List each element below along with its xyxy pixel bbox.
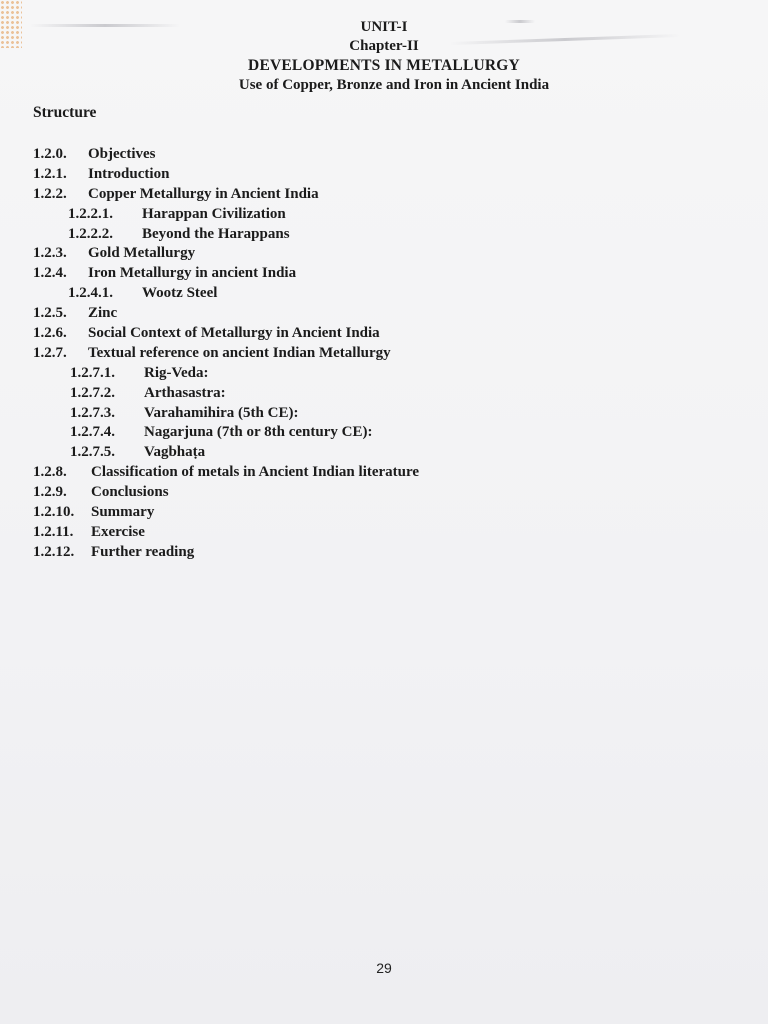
toc-label: Social Context of Metallurgy in Ancient India — [88, 325, 380, 342]
toc-subitem — [0, 385, 768, 405]
toc-label: Summary — [91, 504, 155, 521]
toc-number: 1.2.2.2. — [68, 225, 113, 242]
toc-label: Objectives — [88, 146, 156, 162]
toc-label: Beyond the Harappans — [142, 225, 290, 242]
toc-item — [0, 146, 768, 166]
toc-label: Further reading — [91, 543, 195, 560]
toc-subitem — [0, 226, 768, 246]
toc-item — [0, 186, 768, 206]
toc-label: Zinc — [88, 305, 118, 322]
toc-number: 1.2.7.2. — [70, 384, 115, 401]
toc-number: 1.2.12. — [33, 543, 75, 560]
toc-label: Introduction — [88, 165, 170, 182]
chapter-subtitle: Use of Copper, Bronze and Iron in Ancient India — [238, 77, 550, 93]
toc-label: Vagbhaṭa — [144, 444, 206, 461]
toc-number: 1.2.7.5. — [70, 444, 115, 461]
toc-item — [0, 265, 768, 285]
toc-item — [0, 524, 768, 544]
toc-number: 1.2.6. — [33, 325, 67, 342]
toc-subitem — [0, 405, 768, 425]
toc-item — [0, 544, 768, 564]
toc-item — [0, 504, 768, 524]
toc-number: 1.2.4. — [33, 265, 67, 282]
toc-subitem — [0, 206, 768, 226]
toc-number: 1.2.11. — [33, 523, 74, 540]
toc-label: Iron Metallurgy in ancient India — [88, 265, 297, 282]
toc-item — [0, 464, 768, 484]
toc-item — [0, 325, 768, 345]
toc-label: Copper Metallurgy in Ancient India — [88, 185, 319, 202]
toc-label: Classification of metals in Ancient Indian literature — [91, 464, 420, 481]
toc-item — [0, 484, 768, 504]
toc-number: 1.2.3. — [33, 245, 67, 262]
toc-subitem — [0, 365, 768, 385]
toc-label: Harappan Civilization — [142, 205, 286, 222]
toc-number: 1.2.9. — [33, 484, 67, 501]
unit-heading: UNIT-I — [360, 19, 408, 35]
toc-number: 1.2.10. — [33, 504, 75, 521]
toc-number: 1.2.5. — [33, 305, 67, 322]
toc-label: Wootz Steel — [142, 285, 218, 302]
toc-label: Conclusions — [91, 484, 169, 501]
toc-label: Nagarjuna (7th or 8th century CE): — [144, 424, 373, 441]
toc-number: 1.2.2.1. — [68, 205, 113, 222]
toc-number: 1.2.7. — [33, 344, 67, 361]
toc-item — [0, 345, 768, 365]
toc-label: Varahamihira (5th CE): — [144, 404, 299, 421]
toc-subitem — [0, 424, 768, 444]
toc-number: 1.2.2. — [33, 185, 67, 202]
toc-label: Exercise — [91, 523, 145, 540]
toc-item — [0, 305, 768, 325]
chapter-title: DEVELOPMENTS IN METALLURGY — [248, 57, 520, 74]
toc-number: 1.2.0. — [33, 146, 67, 162]
toc-number: 1.2.7.4. — [70, 424, 115, 441]
toc-item — [0, 166, 768, 186]
toc-label: Rig-Veda: — [144, 364, 209, 381]
table-of-contents — [0, 146, 768, 564]
toc-label: Gold Metallurgy — [88, 245, 196, 262]
toc-subitem — [0, 444, 768, 464]
toc-subitem — [0, 285, 768, 305]
toc-number: 1.2.8. — [33, 464, 67, 481]
structure-heading: Structure — [33, 104, 97, 121]
toc-item — [0, 245, 768, 265]
toc-number: 1.2.7.3. — [70, 404, 115, 421]
toc-number: 1.2.7.1. — [70, 364, 115, 381]
toc-number: 1.2.4.1. — [68, 285, 113, 302]
toc-number: 1.2.1. — [33, 165, 67, 182]
toc-label: Textual reference on ancient Indian Metallurgy — [88, 344, 391, 361]
toc-label: Arthasastra: — [144, 384, 226, 401]
page-number: 29 — [376, 960, 392, 976]
chapter-heading: Chapter-II — [349, 38, 419, 54]
